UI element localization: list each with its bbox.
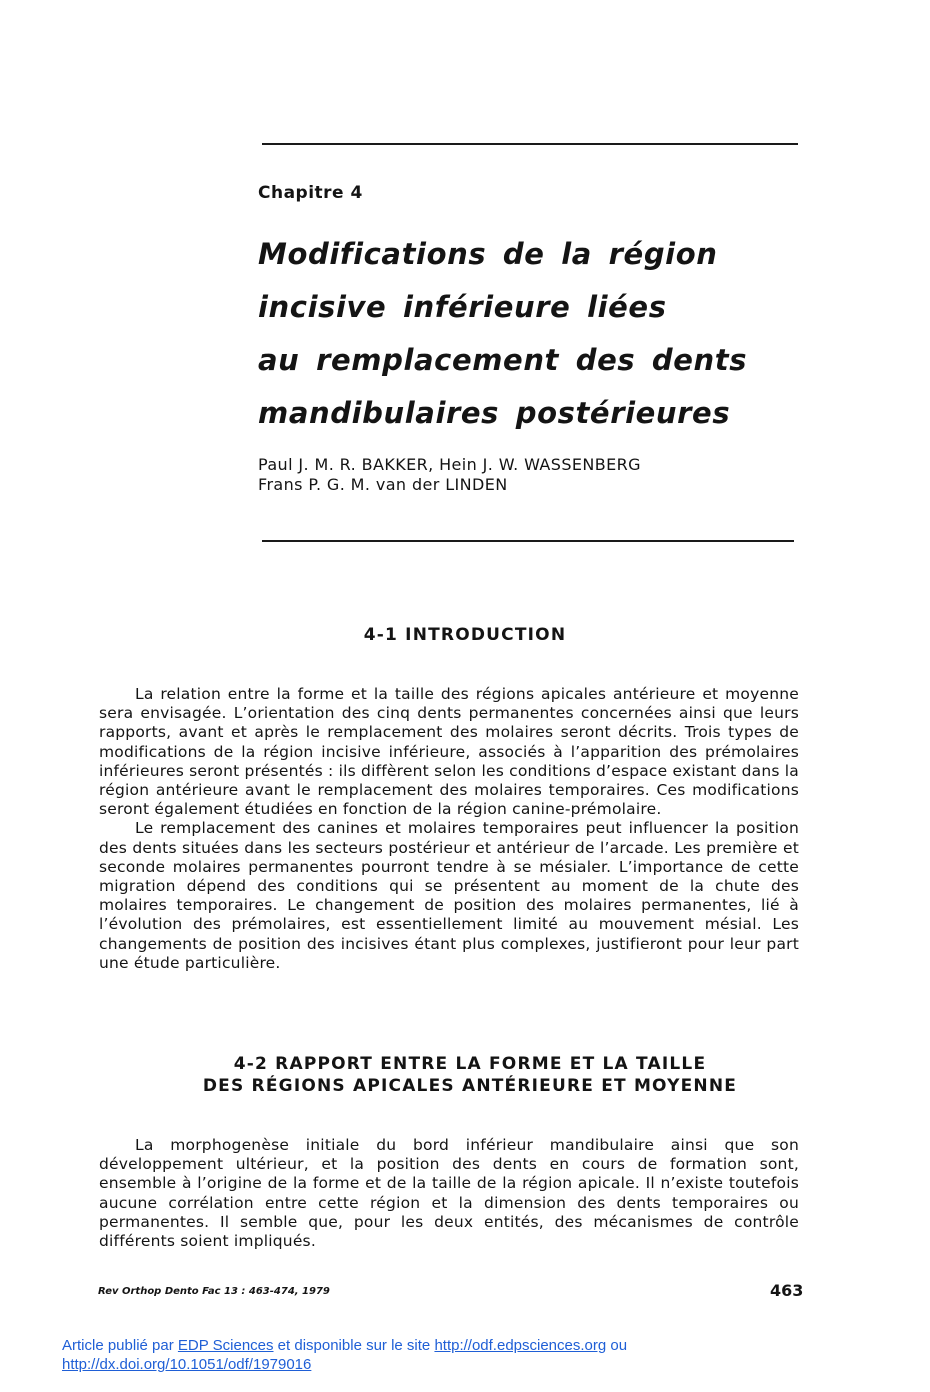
chapter-title [258,228,798,440]
top-rule [262,143,798,145]
site-link[interactable]: http://odf.edpsciences.org [434,1337,607,1354]
title-line: au remplacement des dents [258,343,748,377]
chapter-label: Chapitre 4 [258,183,363,203]
page-number: 463 [770,1281,804,1300]
publisher-note-prefix: Article publié par [62,1337,178,1354]
section-body-introduction [99,685,799,973]
section-heading-introduction: 4-1 INTRODUCTION [363,625,567,645]
divider-rule [262,540,794,542]
heading-line: DES RÉGIONS APICALES ANTÉRIEURE ET MOYENNE [202,1076,738,1096]
paragraph: Le remplacement des canines et molaires temporaires peut influencer la position des dents situées dans les secteurs postérieur et antérieur de l’arcade. Les première et seconde molaires permanentes pourront tendre à se mésialer. L’importance de cette migration dépend des conditions qui se présentent au moment de la chute des molaires temporaires. Le changement de position des molaires permanentes, lié à l’évolution des prémolaires, est essentiellement limité au mouvement mésial. Les changements de position des incisives étant plus complexes, justifieront pour leur part une étude particulière. [99,819,799,972]
publisher-note-middle: et disponible sur le site [273,1337,435,1354]
authors [258,455,641,495]
publisher-note [62,1336,882,1374]
author-line: Paul J. M. R. BAKKER, Hein J. W. WASSENBERG [258,455,641,474]
paragraph: La relation entre la forme et la taille des régions apicales antérieure et moyenne sera envisagée. L’orientation des cinq dents permanentes concernées ainsi que leurs rapports, avant et après le remplacement des molaires seront décrits. Trois types de modifications de la région incisive inférieure, associés à l’apparition des prémolaires inférieures seront présentés : ils diffèrent selon les conditions d’espace existant dans la région antérieure avant le remplacement des molaires temporaires. Ces modifications seront également étudiées en fonction de la région canine-prémolaire. [99,685,799,819]
title-line: Modifications de la région [258,237,718,271]
author-line: Frans P. G. M. van der LINDEN [258,475,508,494]
heading-line: 4-2 RAPPORT ENTRE LA FORME ET LA TAILLE [233,1054,707,1074]
title-line: incisive inférieure liées [258,290,667,324]
paragraph: La morphogenèse initiale du bord inférieur mandibulaire ainsi que son développement ultérieur, et la position des dents en cours de formation sont, ensemble à l’origine de la forme et de la taille de la région apicale. Il n’existe toutefois aucune corrélation entre cette région et la dimension des dents temporaires ou permanentes. Il semble que, pour les deux entités, des mécanismes de contrôle différents soient impliqués. [99,1136,799,1251]
publisher-note-suffix: ou [606,1337,628,1354]
doi-link[interactable]: http://dx.doi.org/10.1051/odf/1979016 [62,1356,312,1373]
section-heading-rapport [100,1053,840,1097]
publisher-link[interactable]: EDP Sciences [177,1337,274,1354]
title-line: mandibulaires postérieures [258,396,731,430]
section-body-rapport [99,1136,799,1251]
journal-citation: Rev Orthop Dento Fac 13 : 463-474, 1979 [98,1286,330,1297]
